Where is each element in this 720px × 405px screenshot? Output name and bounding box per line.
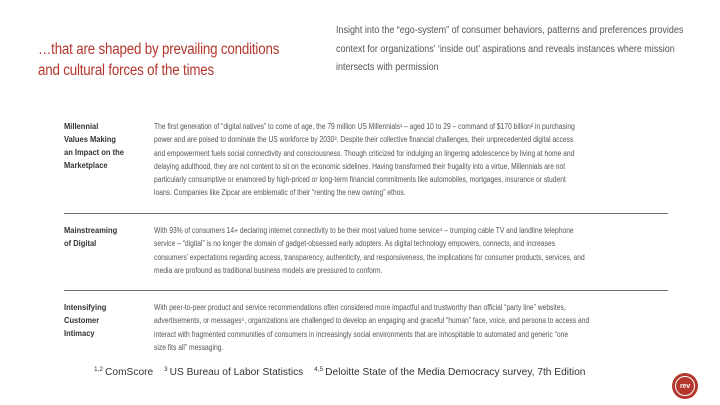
section-label-line: Mainstreaming [64, 225, 118, 235]
section-body-line: and empowerment fuels social connectivity and consciousness. Though criticized for indulging an lingering adolescence by living at home and [154, 148, 575, 158]
footnote-item [314, 363, 585, 380]
section-label-line: an Impact on the [64, 147, 124, 157]
section-body-line: With 93% of consumers 14+ declaring internet connectivity to be their most valued home service⁴ – trumping cable TV and landline telephone [154, 226, 574, 235]
section-body-line: delaying adulthood, they are not content to sit on the economic sidelines. Having transformed their frugality into a virtue, Millennials are not [154, 161, 566, 171]
footnote-item [164, 363, 303, 380]
section-body-line: interact with fragmented communities of consumers in increasingly social environments that are inhospitable to automated and generic “one [154, 329, 569, 339]
intro-line: context for organizations’ ‘inside out’ aspirations and reveals instances where mission [336, 43, 675, 55]
section-body-line: media are profound as traditional business models are pressured to conform. [154, 265, 383, 275]
section-body [154, 224, 668, 277]
section-label-line: of Digital [64, 238, 97, 248]
footnote-item [94, 363, 153, 380]
section-body-line: service – “digital” is no longer the domain of gadget-obsessed early adopters. As digital technology empowers, connects, and increases [154, 239, 556, 249]
section-body-line: The first generation of “digital natives” to come of age, the 79 million US Millennials¹ – aged 10 to 29 – command of $170 billion² in purchasing [154, 122, 575, 131]
section-label-line: Customer [64, 315, 100, 325]
section-label-line: Millennial [64, 121, 99, 131]
section-body-line: consumers’ expectations regarding access, transparency, authenticity, and responsiveness, the implications for consumer products, services, and [154, 252, 585, 262]
section-body-line: particularly consumptive or enamored by high-priced or long-term financial commitments like automobiles, mortgages, insurance or student [154, 175, 566, 185]
section-body-line: loans. Companies like Zipcar are emblematic of their “renting the new owning” ethos. [154, 188, 406, 198]
footnote-text: ComScore [105, 367, 154, 378]
section-label [64, 301, 148, 340]
section-label-line: Values Making [64, 134, 116, 144]
page-title [38, 39, 308, 81]
footnote-text: Deloitte State of the Media Democracy survey, 7th Edition [325, 367, 586, 378]
footnote-ref: 1,2 [94, 366, 104, 373]
section-divider [64, 213, 668, 214]
rev-logo [672, 373, 698, 399]
rev-logo-mark: rev [675, 376, 695, 396]
section-label-line: Intimacy [64, 328, 95, 338]
section-label-line: Marketplace [64, 160, 108, 170]
footnote-ref: 3 [164, 366, 168, 373]
intro-line: Insight into the “ego-system” of consumer behaviors, patterns and preferences provides [336, 25, 684, 36]
section-label-line: Intensifying [64, 302, 107, 312]
section-body-line: With peer-to-peer product and service recommendations often considered more impactful and trustworthy than official “party line” websites, [154, 303, 566, 312]
page-title-line: and cultural forces of the times [38, 62, 215, 79]
section-divider [64, 290, 668, 291]
intro-paragraph [336, 22, 708, 78]
footnote-ref: 4,5 [314, 366, 324, 373]
section-body [154, 120, 668, 200]
section-body-line: power and are poised to dominate the US workforce by 2030³. Despite their collective financial challenges, their unprecedented digital access [154, 135, 574, 145]
section-label [64, 120, 148, 172]
section-body-line: size fits all” messaging. [154, 342, 224, 352]
section-label [64, 224, 148, 250]
section-body [154, 301, 668, 354]
section-body-line: advertisements, or messages⁵, organizations are challenged to develop an engaging and graceful “human” face, voice, and persona to access and [154, 316, 590, 326]
footnotes [94, 363, 654, 380]
footnote-text: US Bureau of Labor Statistics [169, 367, 304, 378]
intro-line: intersects with permission [336, 62, 439, 73]
page-title-line: …that are shaped by prevailing conditions [38, 41, 280, 58]
